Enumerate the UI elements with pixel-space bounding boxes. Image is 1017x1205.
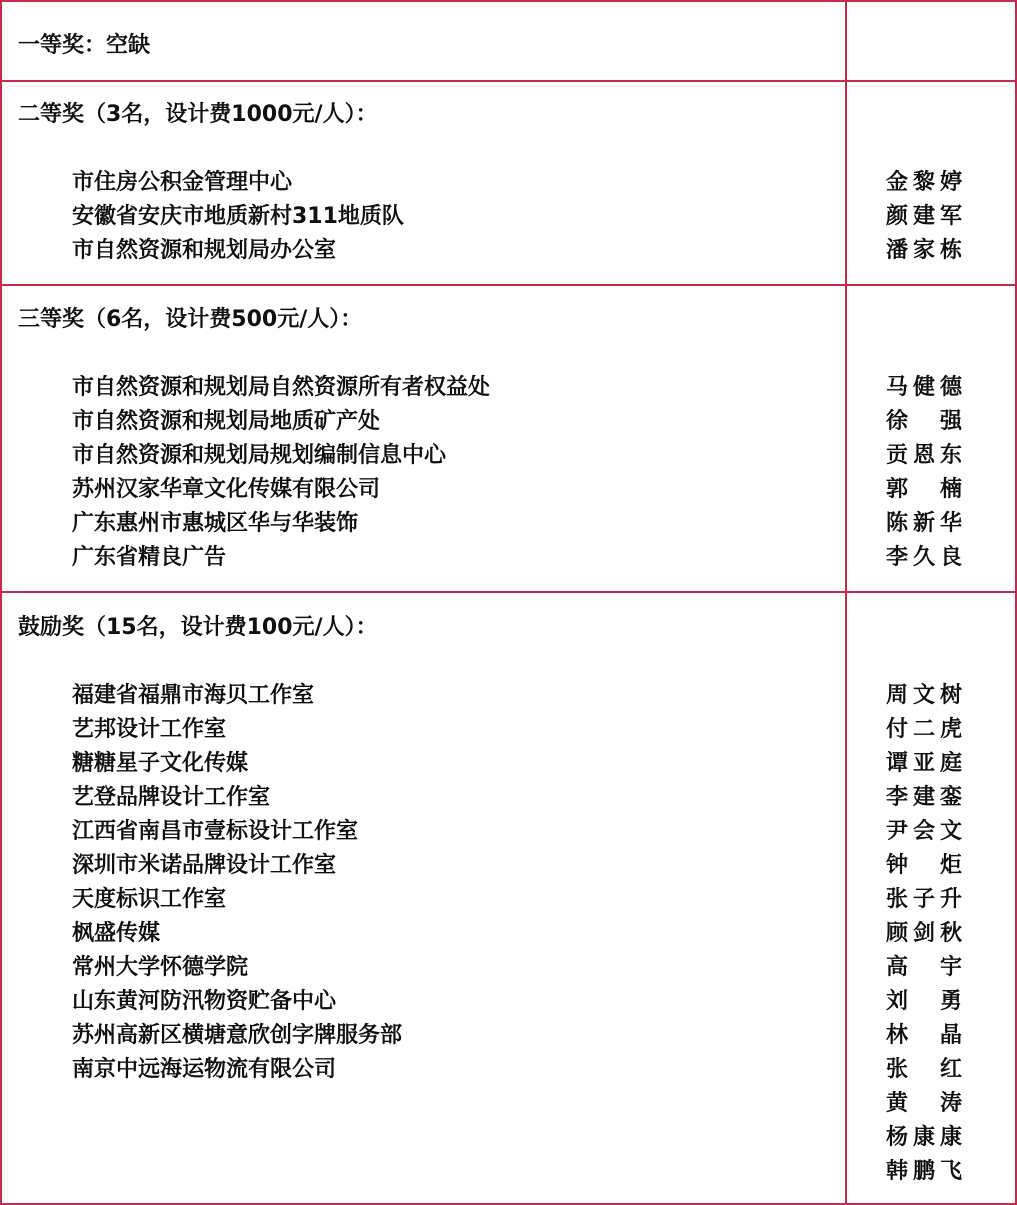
winner-org: 常州大学怀德学院 [72, 955, 249, 980]
winner-org: 艺邦设计工作室 [72, 717, 227, 742]
winner-name: 韩鹏飞 [886, 1159, 962, 1184]
third-prize-heading: 三等奖（6名，设计费500元/人）： [18, 307, 363, 332]
winner-org: 枫盛传媒 [72, 921, 161, 946]
winner-org: 安徽省安庆市地质新村311地质队 [72, 204, 404, 229]
winner-org: 市自然资源和规划局办公室 [72, 238, 337, 263]
winner-name: 马健德 [886, 375, 962, 400]
winner-name: 颜建军 [886, 204, 962, 229]
winner-org: 深圳市米诺品牌设计工作室 [72, 853, 337, 878]
winner-org: 苏州高新区横塘意欣创字牌服务部 [72, 1023, 403, 1048]
winner-name: 杨康康 [886, 1125, 962, 1150]
winner-name: 李建銮 [886, 785, 962, 810]
second-prize-heading: 二等奖（3名，设计费1000元/人）： [18, 102, 378, 127]
winner-org: 市自然资源和规划局自然资源所有者权益处 [72, 375, 491, 400]
winner-name: 周文树 [886, 683, 962, 708]
winner-org: 南京中远海运物流有限公司 [72, 1057, 337, 1082]
encouragement-prize-heading: 鼓励奖（15名，设计费100元/人）： [18, 615, 378, 640]
winner-org: 市自然资源和规划局地质矿产处 [72, 409, 381, 434]
winner-org: 广东惠州市惠城区华与华装饰 [72, 511, 359, 536]
winner-org: 山东黄河防汛物资贮备中心 [72, 989, 337, 1014]
winner-name: 郭楠 [886, 477, 962, 502]
winner-name: 刘勇 [886, 989, 962, 1014]
winner-name: 付二虎 [886, 717, 962, 742]
winner-org: 广东省精良广告 [72, 545, 227, 570]
winner-org: 市住房公积金管理中心 [72, 170, 293, 195]
winner-org: 糖糖星子文化传媒 [72, 751, 249, 776]
winner-org: 天度标识工作室 [72, 887, 227, 912]
winner-org: 福建省福鼎市海贝工作室 [72, 683, 315, 708]
winner-name: 张红 [886, 1057, 962, 1082]
winner-org: 江西省南昌市壹标设计工作室 [72, 819, 359, 844]
winner-name: 贡恩东 [886, 443, 962, 468]
winner-org: 苏州汉家华章文化传媒有限公司 [72, 477, 381, 502]
winner-name: 徐强 [886, 409, 962, 434]
winner-name: 张子升 [886, 887, 962, 912]
winner-name: 黄涛 [886, 1091, 962, 1116]
winner-name: 李久良 [886, 545, 962, 570]
winner-name: 谭亚庭 [886, 751, 962, 776]
first-prize-heading: 一等奖：空缺 [18, 33, 151, 58]
winner-org: 市自然资源和规划局规划编制信息中心 [72, 443, 447, 468]
winner-name: 顾剑秋 [886, 921, 962, 946]
winner-name: 高宇 [886, 955, 962, 980]
winner-name: 陈新华 [886, 511, 962, 536]
winner-name: 林晶 [886, 1023, 962, 1048]
winner-name: 尹会文 [886, 819, 962, 844]
winner-org: 艺登品牌设计工作室 [72, 785, 271, 810]
winner-name: 潘家栋 [886, 238, 962, 263]
winner-name: 金黎婷 [886, 170, 962, 195]
winner-name: 钟炬 [886, 853, 962, 878]
